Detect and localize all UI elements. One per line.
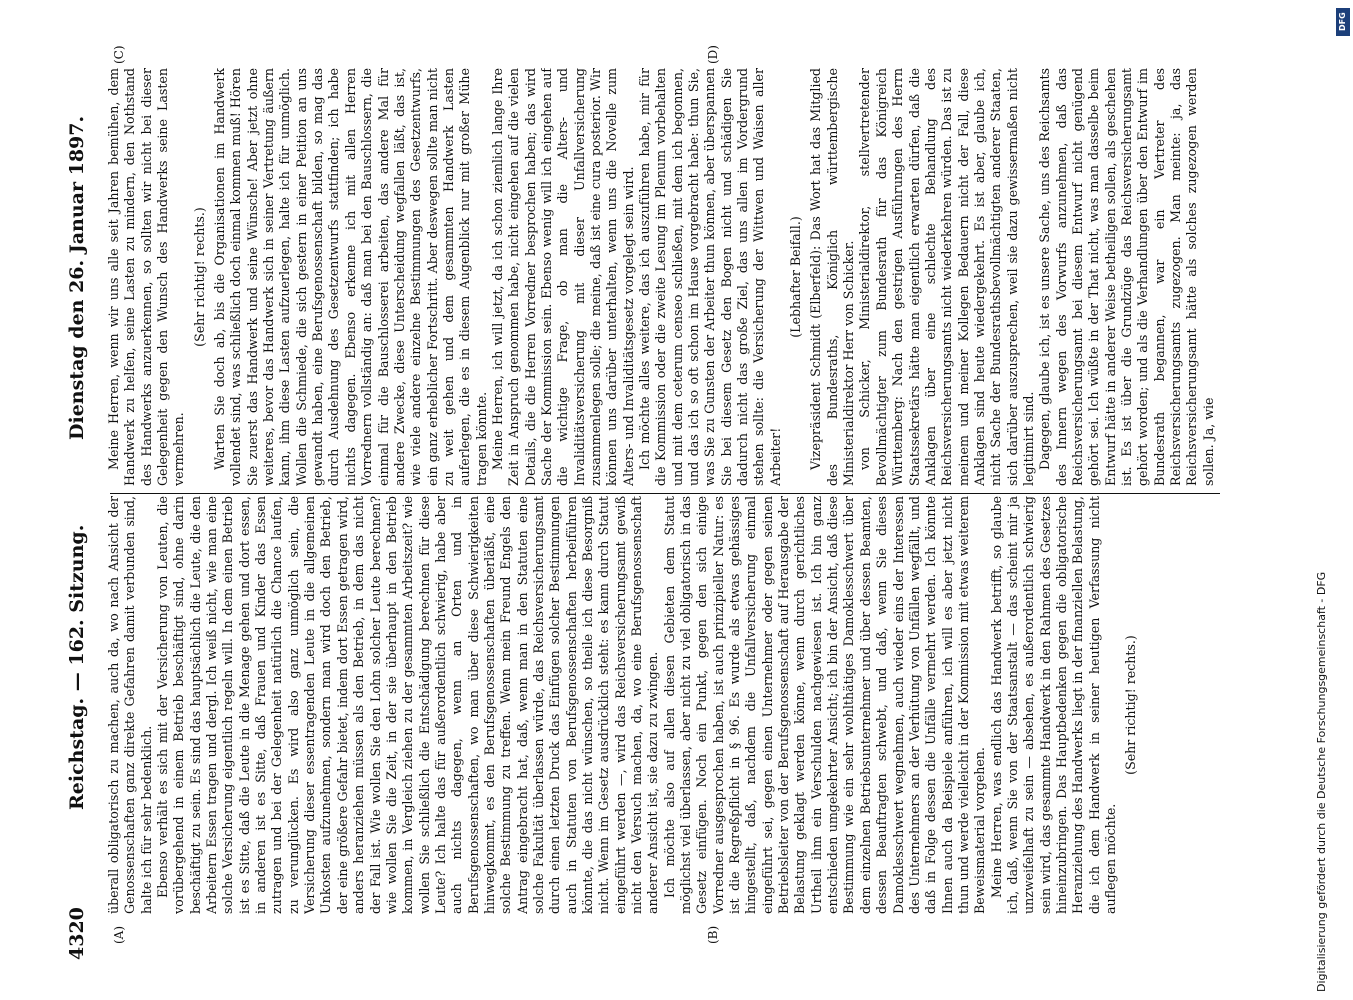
applause-note: (Lebhafter Beifall.) bbox=[788, 216, 804, 338]
margin-mark-c: (C) bbox=[112, 45, 126, 64]
funding-note bbox=[1307, 8, 1337, 992]
column-divider bbox=[110, 493, 1220, 494]
paragraph: Meine Herren, ich will jetzt, da ich schon ziemlich lange Ihre Zeit in Anspruch genommen habe, nicht eingehen auf die vielen Details, die die Herren Vorredner besprochen haben; das wird Sache der Kommission sein. Ebenso wenig will ich eingehen auf die wichtige Frage, ob man die Alters- und Invaliditätsversicherung mit dieser Unfallversicherung zusammenlegen solle; die meine, daß ist eine cura posterior. Wir können uns darüber unterhalten, wenn uns die Novelle zum Alters- und Invaliditätsgesetz vorgelegt sein wird. bbox=[489, 68, 636, 486]
applause-note: (Sehr richtig! rechts.) bbox=[191, 207, 207, 347]
margin-mark-a: (A) bbox=[112, 925, 126, 944]
margin-mark-b: (B) bbox=[706, 925, 720, 944]
speaker-paragraph: Vizepräsident Schmidt (Elberfeld): Das Wort hat das Mitglied des Bundesraths, Königlich württembergische Ministerialdirektor Herr von Schicker. bbox=[808, 68, 857, 486]
applause-note: (Sehr richtig! rechts.) bbox=[1123, 635, 1139, 775]
paragraph: Warten Sie doch ab, bis die Organisationen im Handwerk vollendet sind, was schließlich doch einmal kommen muß! Hören Sie zuerst das Handwerk und seine Wünsche! Aber jetzt ohne weiteres, bevor das Handwerk sich in seiner Vertretung äußern kann, ihm diese Lasten aufzuerlegen, halte ich für unmöglich. Wollen die Schmiede, die sich gestern in einer Petition an uns gewandt haben, eine Berufsgenossenschaft bilden, so mag das durch Ausdehnung des Gesetzentwurfs stattfinden; ich habe nichts dagegen. Ebenso erkenne ich mit allen Herren Vorrednern vollständig an: daß man bei den Bauschlossern, die einmal für die Bauschlosserei arbeiten, das andere Mal für andere Zwecke, diese Unterscheidung wegfallen läßt, das ist, wie viele andere einzelne Bestimmungen des Gesetzentwurfs, ein ganz erheblicher Fortschritt. Aber deswegen sollte man nicht zu weit gehen und dem gesammten Handwerk Lasten auferlegen, die es in diesem Augenblick nur mit großer Mühe tragen könnte. bbox=[212, 68, 489, 486]
funding-note-text: Digitalisierung gefördert durch die Deutsche Forschungsgemeinschaft - DFG bbox=[1315, 571, 1328, 992]
page-header bbox=[66, 40, 94, 960]
paragraph: Ebenso verhält es sich mit der Versicherung von Leuten, die vorübergehend in einem Betrieb beschäftigt sind, ohne darin beschäftigt zu sein. Es sind das hauptsächlich die Leute, die den Arbeitern Essen tragen und dergl. Ich weiß nicht, wie man eine solche Versicherung eigentlich regeln will. In dem einen Betrieb ist es Sitte, daß die Leute in die Menage gehen und dort essen, in anderen ist es Sitte, daß Frauen und Kinder das Essen zutragen und bei der Gelegenheit natürlich die Chance laufen, zu verunglücken. Es wird also ganz unmöglich sein, die Versicherung dieser essentragenden Leute in die allgemeinen Unkosten aufzunehmen, sondern man wird doch den Betrieb, der eine größere Gefahr bietet, indem dort Essen getragen wird, anders heranziehen müssen als den Betrieb, in dem das nicht der Fall ist. Wie wollen Sie den Lohn solcher Leute berechnen? wie wollen Sie die Zeit, in der sie überhaupt in den Betrieb kommen, in Vergleich ziehen zu der gesammten Arbeitszeit? wie wollen Sie schließlich die Entschädigung berechnen für diese Leute? Ich halte das für außerordentlich schwierig, habe aber auch nichts dagegen, wenn an Orten und in Berufsgenossenschaften, wo man über diese Schwierigkeiten hinwegkommt, es den Berufsgenossenschaften überläßt, eine solche Bestimmung zu treffen. Wenn mein Freund Engels den Antrag eingebracht hat, daß, wenn man in den Statuten eine solche Fakultät überlassen würde, das Reichsversicherungsamt durch einen letzten Druck das Einfügen solcher Bestimmungen auch in Statuten von Berufsgenossenschaften herbeiführen könnte, die das nicht wünschen, so theile ich diese Besorgniß nicht. Wenn im Gesetz ausdrücklich steht: es kann durch Statut eingeführt werden —, wird das Reichsversicherungsamt gewiß nicht den Versuch machen, da, wo eine Berufsgenossenschaft anderer Ansicht ist, sie dazu zu zwingen. bbox=[155, 496, 661, 914]
paragraph: Meine Herren, was endlich das Handwerk betrifft, so glaube ich, daß, wenn Sie von der Staatsanstalt — das scheint mir ja unzweifelhaft zu sein — absehen, es außerordentlich schwierig sein wird, das gesammte Handwerk in den Rahmen des Gesetzes hineinzubringen. Das Hauptbedenken gegen die obligatorische Heranziehung des Handwerks liegt in der finanziellen Belastung, die ich dem Handwerk in seiner heutigen Verfassung nicht auflegen möchte. bbox=[988, 496, 1118, 914]
left-column bbox=[106, 496, 1226, 914]
speaker-paragraph: von Schicker, Ministerialdirektor, stellvertretender Bevollmächtigter zum Bundesrath für das Königreich Württemberg: Nach den gestrigen Ausführungen des Herrn Staatssekretärs hätte man eigentlich erwarten dürfen, daß die Anklagen über eine schlechte Behandlung des Reichsversicherungsamts nicht wiederkehren würden. Das ist zu meinem und meiner Kollegen Bedauern nicht der Fall, diese Anklagen sind heute wiedergekehrt. Es ist aber, glaube ich, nicht Sache der Bundesrathsbevollmächtigten anderer Staaten, sich darüber auszusprechen, weil sie dazu gewissermaßen nicht legitimirt sind. bbox=[857, 68, 1036, 486]
dfg-logo: DFG bbox=[1336, 8, 1350, 36]
session-date: Dienstag den 26. Januar 1897. bbox=[66, 115, 88, 440]
paragraph: Ich möchte also auf allen diesen Gebieten dem Statut möglichst viel überlassen, aber nicht zu viel obligatorisch in das Gesetz einfügen. Noch ein Punkt, gegen den sich einige Vorredner ausgesprochen haben, ist auch prinzipieller Natur: es ist die Regreßpflicht in § 96. Es wurde als etwas gehässiges hingestellt, daß, nachdem die Unfallversicherung einmal eingeführt sei, gegen einen Unternehmer oder gegen seinen Betriebsleiter von der Berufsgenossenschaft auf Herausgabe der Belastung geklagt werden könne, wenn durch gerichtliches Urtheil ihm ein Verschulden nachgewiesen ist. Ich bin ganz entschieden umgekehrter Ansicht; ich bin der Ansicht, daß diese Bestimmung wie ein sehr wohlthätiges Damoklesschwert über dem einzelnen Betriebsunternehmer und über dessen Beamten, dessen Beauftragten schwebt, und daß, wenn Sie dieses Damoklesschwert wegnehmen, auch wieder eins der Interessen des Unternehmers an der Verhütung von Unfällen wegfällt, und daß in Folge dessen die Unfälle vermehrt werden. Ich könnte Ihnen auch da Beispiele anführen, ich will es aber jetzt nicht thun und werde vielleicht in der Kommission mit etwas weiterem Beweismaterial vorgehen. bbox=[661, 496, 988, 914]
page-number: 4320 bbox=[66, 907, 88, 960]
right-column bbox=[106, 68, 1226, 486]
margin-mark-d: (D) bbox=[706, 45, 720, 64]
paragraph: Meine Herren, wenn wir uns alle seit Jahren bemühen, dem Handwerk zu helfen, seine Lasten zu mindern, den Nothstand des Handwerks anzuerkennen, so sollten wir nicht bei dieser Gelegenheit gegen den Wunsch des Handwerks seine Lasten vermehren. bbox=[106, 68, 187, 486]
paragraph: überall obligatorisch zu machen, auch da, wo nach Ansicht der Genossenschaften ganz direkte Gefahren damit verbunden sind, halte ich für sehr bedenklich. bbox=[106, 496, 154, 914]
rotated-page-content bbox=[66, 40, 1276, 960]
paragraph: Dagegen, glaube ich, ist es unsere Sache, uns des Reichsamts des Innern wegen des Vorwurfs anzunehmen, daß das Reichsversicherungsamt bei diesem Entwurf nicht genügend gehört sei. Ich wüßte in der That nicht, was man dasselbe beim Entwurf hätte in anderer Weise betheiligen sollen, als geschehen ist. Es ist über die Grundzüge das Reichsversicherungsamt gehört worden; und als die Verhandlungen über den Entwurf im Bundesrath begannen, war ein Vertreter des Reichsversicherungsamts zugezogen. Man meinte: ja, das Reichsversicherungsamt hätte als solches zugezogen werden sollen. Ja, wie bbox=[1037, 68, 1216, 486]
session-title: Reichstag. — 162. Sitzung. bbox=[66, 524, 88, 810]
paragraph: Ich möchte alles weitere, das ich auszuführen habe, mir für die Kommission oder die zweite Lesung im Plenum vorbehalten und mit dem ceterum censeo schließen, mit dem ich begonnen, und das ich so oft schon im Hause vorgebracht habe: thun Sie, was Sie zu Gunsten der Arbeiter thun können, aber überspannen Sie bei diesem Gesetz den Bogen nicht und schädigen Sie dadurch nicht das große Ziel, das uns allen im Vordergrund stehen sollte: die Versicherung der Wittwen und Waisen aller Arbeiter! bbox=[637, 68, 783, 486]
